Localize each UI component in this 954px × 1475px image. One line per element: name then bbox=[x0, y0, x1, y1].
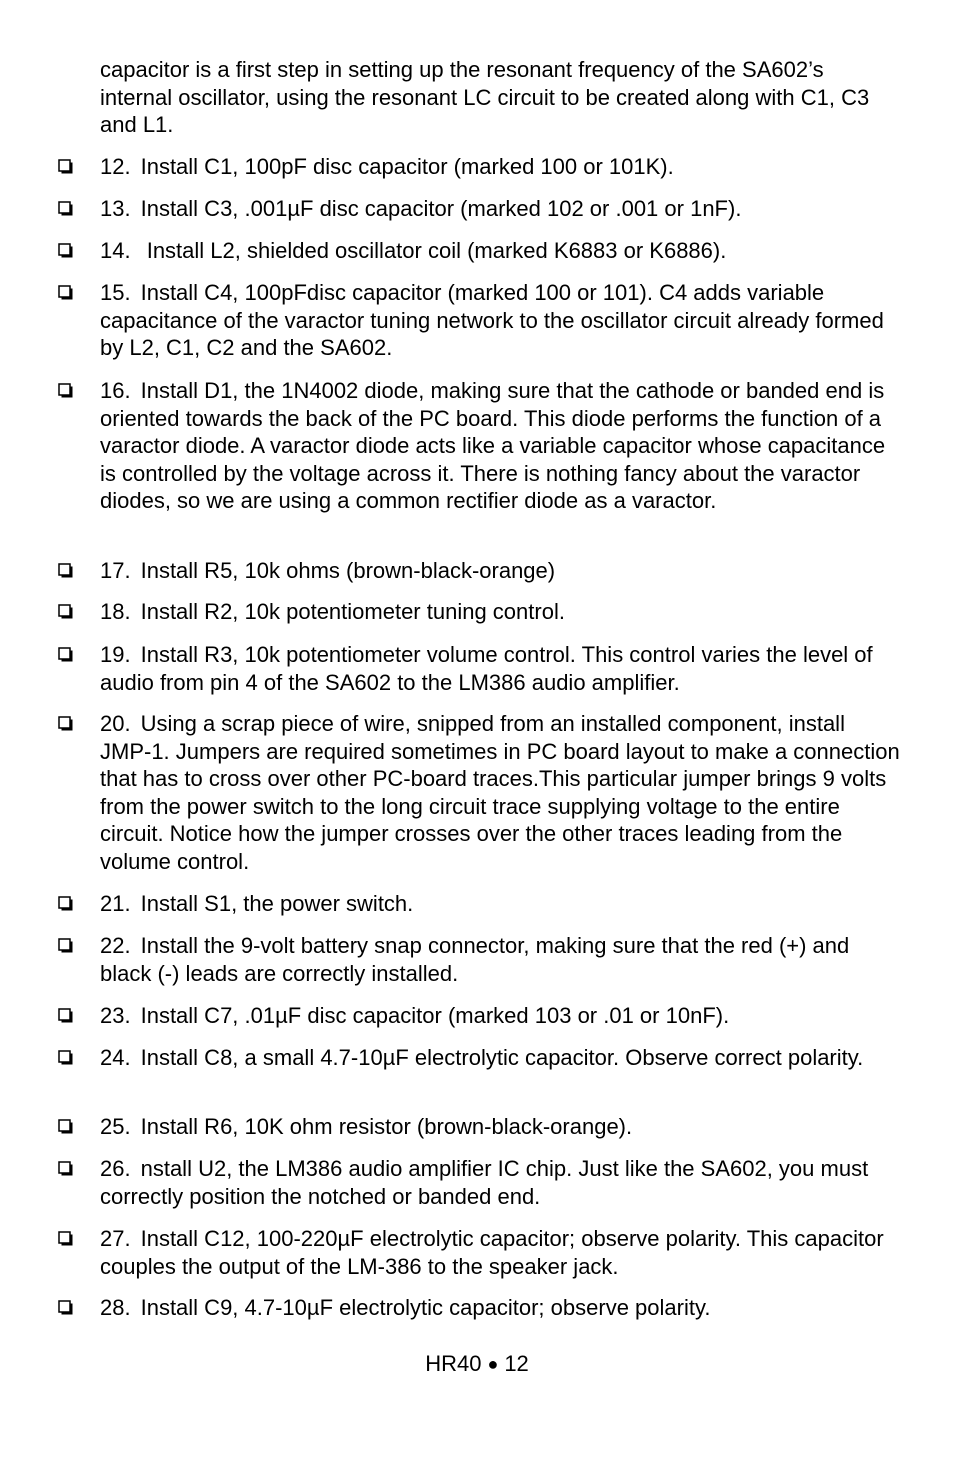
step-description: Install C8, a small 4.7-10µF electrolytic capacitor. Observe correct polarity. bbox=[140, 1045, 864, 1070]
step-number: 15. bbox=[100, 280, 131, 305]
step-description: Install L2, shielded oscillator coil (marked K6883 or K6886). bbox=[140, 238, 727, 263]
step-number: 26. bbox=[100, 1156, 131, 1181]
checkbox-icon[interactable] bbox=[58, 1231, 73, 1246]
step-text bbox=[100, 598, 900, 626]
step-number: 23. bbox=[100, 1003, 131, 1028]
bullet-separator: ● bbox=[487, 1354, 499, 1374]
checkbox-icon[interactable] bbox=[58, 604, 73, 619]
checkbox-icon[interactable] bbox=[58, 383, 73, 398]
step-number: 20. bbox=[100, 711, 131, 736]
step-description: Install C1, 100pF disc capacitor (marked 100 or 101K). bbox=[140, 154, 674, 179]
checkbox-icon[interactable] bbox=[58, 1008, 73, 1023]
step-description: Install S1, the power switch. bbox=[140, 891, 414, 916]
step-description: Install C4, 100pFdisc capacitor (marked 100 or 101). C4 adds variable capacitance of the varactor tuning network to the oscillator circuit already formed by L2, C1, C2 and the SA602. bbox=[100, 280, 884, 361]
step-text bbox=[100, 1155, 900, 1210]
step-text bbox=[100, 1002, 900, 1030]
step-description: Install the 9-volt battery snap connector, making sure that the red (+) and black (-) leads are correctly installed. bbox=[100, 933, 850, 986]
step-text bbox=[100, 710, 900, 876]
checkbox-icon[interactable] bbox=[58, 243, 73, 258]
step-number: 27. bbox=[100, 1226, 131, 1251]
step-text bbox=[100, 1225, 900, 1280]
page-footer bbox=[0, 1350, 954, 1379]
step-number: 12. bbox=[100, 154, 131, 179]
page-number: 12 bbox=[504, 1351, 529, 1376]
checkbox-icon[interactable] bbox=[58, 716, 73, 731]
step-number: 18. bbox=[100, 599, 131, 624]
step-text bbox=[100, 1113, 900, 1141]
step-text bbox=[100, 237, 900, 265]
step-text bbox=[100, 641, 900, 696]
checkbox-icon[interactable] bbox=[58, 159, 73, 174]
step-description: Install R5, 10k ohms (brown-black-orange) bbox=[140, 558, 556, 583]
step-number: 22. bbox=[100, 933, 131, 958]
step-number: 24. bbox=[100, 1045, 131, 1070]
step-text bbox=[100, 377, 900, 515]
checkbox-icon[interactable] bbox=[58, 896, 73, 911]
step-description: Install C9, 4.7-10µF electrolytic capacitor; observe polarity. bbox=[140, 1295, 711, 1320]
step-description: nstall U2, the LM386 audio amplifier IC chip. Just like the SA602, you must correctly position the notched or banded end. bbox=[100, 1156, 869, 1209]
checkbox-icon[interactable] bbox=[58, 1300, 73, 1315]
step-number: 21. bbox=[100, 891, 131, 916]
step-description: Install R2, 10k potentiometer tuning control. bbox=[140, 599, 565, 624]
step-description: Install D1, the 1N4002 diode, making sure that the cathode or banded end is oriented towards the back of the PC board. This diode performs the function of a varactor diode. A varactor diode acts like a variable capacitor whose capacitance is controlled by the voltage across it. There is nothing fancy about the varactor diodes, so we are using a common rectifier diode as a varactor. bbox=[100, 378, 886, 514]
step-number: 19. bbox=[100, 642, 131, 667]
step-number: 25. bbox=[100, 1114, 131, 1139]
step-number: 14. bbox=[100, 238, 131, 263]
step-description: Install C3, .001µF disc capacitor (marked 102 or .001 or 1nF). bbox=[140, 196, 742, 221]
step-number: 28. bbox=[100, 1295, 131, 1320]
step-text bbox=[100, 932, 900, 987]
step-text bbox=[100, 1294, 900, 1322]
checkbox-icon[interactable] bbox=[58, 1119, 73, 1134]
step-number: 16. bbox=[100, 378, 131, 403]
intro-paragraph: capacitor is a first step in setting up the resonant frequency of the SA602’s internal oscillator, using the resonant LC circuit to be created along with C1, C3 and L1. bbox=[100, 57, 870, 138]
step-number: 17. bbox=[100, 558, 131, 583]
step-description: Install R3, 10k potentiometer volume control. This control varies the level of audio from pin 4 of the SA602 to the LM386 audio amplifier. bbox=[100, 642, 873, 695]
checkbox-icon[interactable] bbox=[58, 285, 73, 300]
step-text bbox=[100, 195, 900, 223]
step-description: Install R6, 10K ohm resistor (brown-black-orange). bbox=[140, 1114, 633, 1139]
checkbox-icon[interactable] bbox=[58, 563, 73, 578]
step-text bbox=[100, 153, 900, 181]
step-number: 13. bbox=[100, 196, 131, 221]
step-description: Using a scrap piece of wire, snipped from an installed component, install JMP-1. Jumpers are required sometimes in PC board layout to make a connection that has to cross over other PC-board traces.This particular jumper brings 9 volts from the power switch to the long circuit trace supplying voltage to the entire circuit. Notice how the jumper crosses over the other traces leading from the volume control. bbox=[100, 711, 900, 874]
checkbox-icon[interactable] bbox=[58, 1050, 73, 1065]
step-text bbox=[100, 279, 900, 362]
step-text bbox=[100, 1044, 900, 1072]
step-text bbox=[100, 890, 900, 918]
footer-model: HR40 bbox=[425, 1351, 482, 1376]
checkbox-icon[interactable] bbox=[58, 647, 73, 662]
step-description: Install C7, .01µF disc capacitor (marked 103 or .01 or 10nF). bbox=[140, 1003, 730, 1028]
step-description: Install C12, 100-220µF electrolytic capacitor; observe polarity. This capacitor couples the output of the LM-386 to the speaker jack. bbox=[100, 1226, 884, 1279]
checkbox-icon[interactable] bbox=[58, 938, 73, 953]
step-text bbox=[100, 557, 900, 585]
checkbox-icon[interactable] bbox=[58, 201, 73, 216]
checkbox-icon[interactable] bbox=[58, 1161, 73, 1176]
